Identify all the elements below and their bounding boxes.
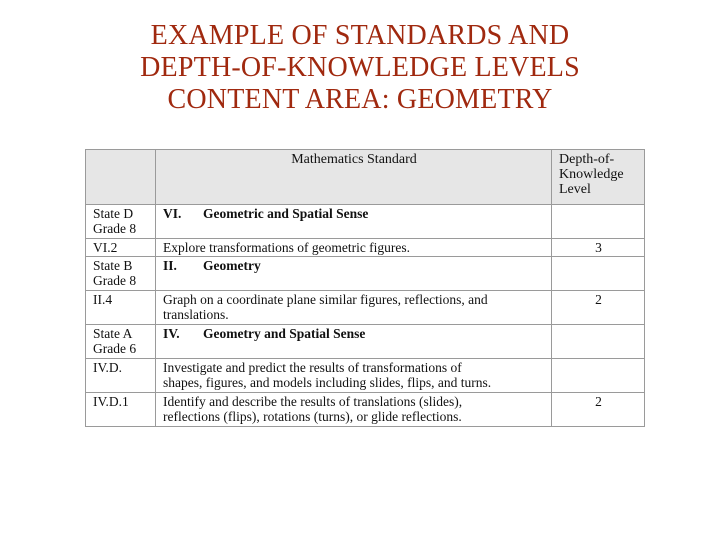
title-line-3: CONTENT AREA: GEOMETRY xyxy=(167,84,553,115)
header-dok-line-2: Knowledge xyxy=(559,167,624,182)
table-row xyxy=(86,325,645,359)
table-row xyxy=(86,257,645,291)
header-blank-cell xyxy=(86,150,156,205)
row-label-line-2: Grade 8 xyxy=(93,273,137,288)
dok-cell xyxy=(552,325,645,359)
section-code: VI. xyxy=(163,206,182,221)
row-label-line-1: State A xyxy=(93,326,133,341)
standard-text-cell xyxy=(156,359,552,393)
dok-cell: 2 xyxy=(552,393,645,427)
standard-text-line-1: Investigate and predict the results of transformations of xyxy=(163,360,462,375)
standard-text-cell xyxy=(156,291,552,325)
section-heading-cell xyxy=(156,325,552,359)
section-heading-cell xyxy=(156,205,552,239)
header-dok-line-3: Level xyxy=(559,182,591,197)
section-code: II. xyxy=(163,258,177,273)
standard-text-line-2: shapes, figures, and models including slides, flips, and turns. xyxy=(163,375,492,390)
header-dok-line-1: Depth-of- xyxy=(559,152,615,167)
dok-cell: 3 xyxy=(552,239,645,257)
table-header-row xyxy=(86,150,645,205)
dok-cell xyxy=(552,359,645,393)
standard-text-line-2: reflections (flips), rotations (turns), or glide reflections. xyxy=(163,409,462,424)
row-label-cell: IV.D.1 xyxy=(86,393,156,427)
table-row xyxy=(86,205,645,239)
section-name: Geometry and Spatial Sense xyxy=(203,326,366,341)
standards-table xyxy=(85,149,645,427)
header-mathematics-standard: Mathematics Standard xyxy=(156,150,552,205)
section-code: IV. xyxy=(163,326,180,341)
table-row xyxy=(86,393,645,427)
standard-text-line-2: translations. xyxy=(163,307,229,322)
table-row xyxy=(86,291,645,325)
section-name: Geometry xyxy=(203,258,261,273)
row-label-line-1: State D xyxy=(93,206,134,221)
header-dok-level xyxy=(552,150,645,205)
row-label-cell xyxy=(86,257,156,291)
row-label-cell: IV.D. xyxy=(86,359,156,393)
dok-cell xyxy=(552,205,645,239)
row-label-cell: II.4 xyxy=(86,291,156,325)
title-line-1: EXAMPLE OF STANDARDS AND xyxy=(150,20,570,51)
row-label-cell xyxy=(86,205,156,239)
dok-cell xyxy=(552,257,645,291)
row-label-line-2: Grade 6 xyxy=(93,341,137,356)
table-row xyxy=(86,239,645,257)
slide-title xyxy=(0,20,720,116)
row-label-line-1: State B xyxy=(93,258,133,273)
row-label-cell: VI.2 xyxy=(86,239,156,257)
row-label-cell xyxy=(86,325,156,359)
dok-cell: 2 xyxy=(552,291,645,325)
table-row xyxy=(86,359,645,393)
standard-text-cell xyxy=(156,393,552,427)
title-line-2: DEPTH-OF-KNOWLEDGE LEVELS xyxy=(140,52,580,83)
standard-text-cell: Explore transformations of geometric figures. xyxy=(156,239,552,257)
standard-text-line-1: Identify and describe the results of translations (slides), xyxy=(163,394,463,409)
standard-text-line-1: Graph on a coordinate plane similar figures, reflections, and xyxy=(163,292,488,307)
row-label-line-2: Grade 8 xyxy=(93,221,137,236)
section-heading-cell xyxy=(156,257,552,291)
section-name: Geometric and Spatial Sense xyxy=(203,206,369,221)
